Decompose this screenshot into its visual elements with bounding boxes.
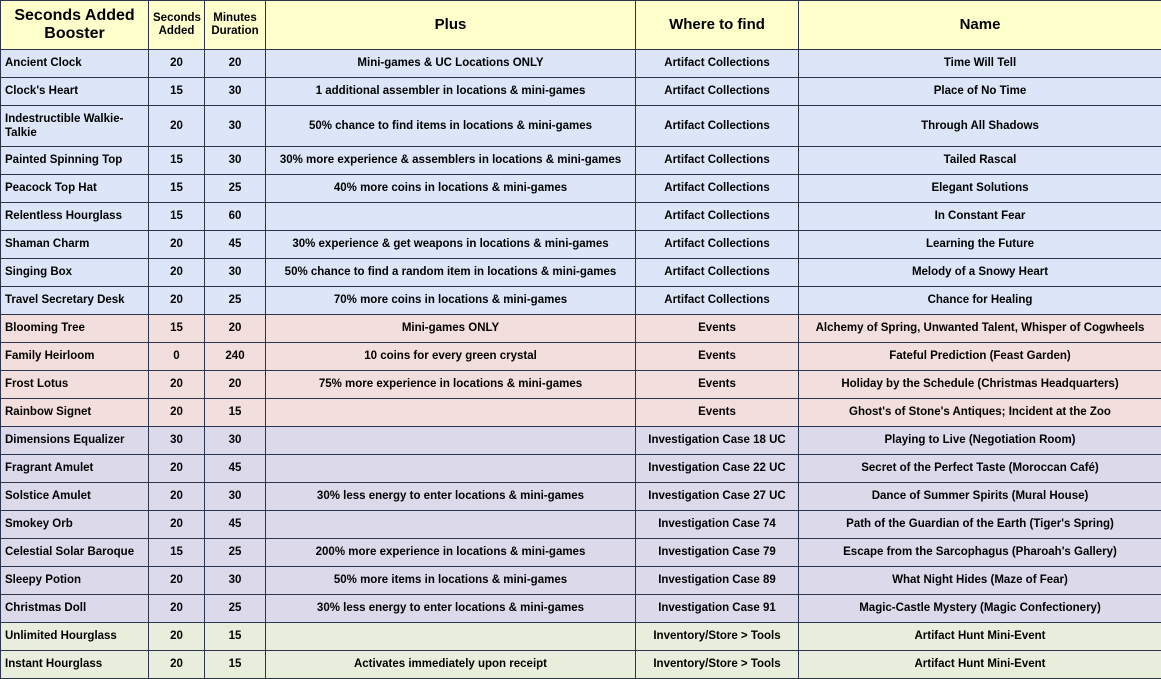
cell-name: Time Will Tell bbox=[799, 50, 1161, 78]
cell-plus bbox=[266, 623, 636, 651]
cell-booster-name: Celestial Solar Baroque bbox=[1, 539, 149, 567]
cell-name: Artifact Hunt Mini-Event bbox=[799, 623, 1161, 651]
cell-where-to-find: Artifact Collections bbox=[636, 287, 799, 315]
cell-name: Dance of Summer Spirits (Mural House) bbox=[799, 483, 1161, 511]
cell-booster-name: Painted Spinning Top bbox=[1, 147, 149, 175]
column-header-booster bbox=[1, 1, 149, 50]
table-row bbox=[1, 175, 1161, 203]
table-row bbox=[1, 371, 1161, 399]
cell-plus: 75% more experience in locations & mini-games bbox=[266, 371, 636, 399]
cell-where-to-find: Events bbox=[636, 399, 799, 427]
cell-seconds-added: 20 bbox=[149, 595, 205, 623]
table-row bbox=[1, 106, 1161, 147]
cell-minutes-duration: 45 bbox=[205, 511, 266, 539]
cell-name: Tailed Rascal bbox=[799, 147, 1161, 175]
cell-name: Playing to Live (Negotiation Room) bbox=[799, 427, 1161, 455]
cell-where-to-find: Events bbox=[636, 315, 799, 343]
cell-plus bbox=[266, 427, 636, 455]
cell-seconds-added: 20 bbox=[149, 651, 205, 679]
table-row bbox=[1, 511, 1161, 539]
table-row bbox=[1, 427, 1161, 455]
cell-minutes-duration: 240 bbox=[205, 343, 266, 371]
cell-minutes-duration: 30 bbox=[205, 567, 266, 595]
column-header-where-to-find: Where to find bbox=[636, 1, 799, 50]
cell-name: Melody of a Snowy Heart bbox=[799, 259, 1161, 287]
table-row bbox=[1, 651, 1161, 679]
cell-where-to-find: Artifact Collections bbox=[636, 78, 799, 106]
cell-name: Alchemy of Spring, Unwanted Talent, Whisper of Cogwheels bbox=[799, 315, 1161, 343]
cell-where-to-find: Events bbox=[636, 371, 799, 399]
cell-minutes-duration: 20 bbox=[205, 315, 266, 343]
cell-seconds-added: 20 bbox=[149, 50, 205, 78]
cell-booster-name: Relentless Hourglass bbox=[1, 203, 149, 231]
cell-booster-name: Ancient Clock bbox=[1, 50, 149, 78]
cell-seconds-added: 30 bbox=[149, 427, 205, 455]
cell-seconds-added: 20 bbox=[149, 399, 205, 427]
cell-name: Magic-Castle Mystery (Magic Confectionery) bbox=[799, 595, 1161, 623]
table-row bbox=[1, 203, 1161, 231]
table-row bbox=[1, 455, 1161, 483]
cell-where-to-find: Investigation Case 18 UC bbox=[636, 427, 799, 455]
header-row bbox=[1, 1, 1161, 50]
cell-booster-name: Singing Box bbox=[1, 259, 149, 287]
cell-plus bbox=[266, 511, 636, 539]
cell-name: Learning the Future bbox=[799, 231, 1161, 259]
cell-seconds-added: 15 bbox=[149, 539, 205, 567]
cell-plus: 30% more experience & assemblers in locations & mini-games bbox=[266, 147, 636, 175]
cell-plus: 50% chance to find a random item in locations & mini-games bbox=[266, 259, 636, 287]
cell-where-to-find: Investigation Case 89 bbox=[636, 567, 799, 595]
cell-plus bbox=[266, 455, 636, 483]
cell-name: Chance for Healing bbox=[799, 287, 1161, 315]
cell-minutes-duration: 20 bbox=[205, 50, 266, 78]
cell-name: Secret of the Perfect Taste (Moroccan Café) bbox=[799, 455, 1161, 483]
table-row bbox=[1, 287, 1161, 315]
cell-where-to-find: Investigation Case 79 bbox=[636, 539, 799, 567]
cell-plus: Activates immediately upon receipt bbox=[266, 651, 636, 679]
cell-minutes-duration: 20 bbox=[205, 371, 266, 399]
cell-seconds-added: 20 bbox=[149, 371, 205, 399]
cell-seconds-added: 20 bbox=[149, 231, 205, 259]
column-header-seconds-added bbox=[149, 1, 205, 50]
cell-where-to-find: Artifact Collections bbox=[636, 259, 799, 287]
cell-booster-name: Fragrant Amulet bbox=[1, 455, 149, 483]
cell-booster-name: Solstice Amulet bbox=[1, 483, 149, 511]
cell-booster-name: Smokey Orb bbox=[1, 511, 149, 539]
column-header-seconds-line2: Added bbox=[159, 25, 195, 37]
column-header-minutes-line1: Minutes bbox=[213, 12, 256, 24]
cell-where-to-find: Artifact Collections bbox=[636, 106, 799, 147]
cell-plus: Mini-games ONLY bbox=[266, 315, 636, 343]
cell-plus: 70% more coins in locations & mini-games bbox=[266, 287, 636, 315]
column-header-plus: Plus bbox=[266, 1, 636, 50]
cell-plus bbox=[266, 399, 636, 427]
cell-seconds-added: 15 bbox=[149, 175, 205, 203]
column-header-booster-line1: Seconds Added bbox=[14, 7, 134, 24]
cell-plus: 40% more coins in locations & mini-games bbox=[266, 175, 636, 203]
cell-minutes-duration: 30 bbox=[205, 78, 266, 106]
cell-minutes-duration: 30 bbox=[205, 427, 266, 455]
cell-booster-name: Clock's Heart bbox=[1, 78, 149, 106]
cell-plus: 10 coins for every green crystal bbox=[266, 343, 636, 371]
cell-name: Ghost's of Stone's Antiques; Incident at the Zoo bbox=[799, 399, 1161, 427]
cell-where-to-find: Investigation Case 74 bbox=[636, 511, 799, 539]
cell-where-to-find: Artifact Collections bbox=[636, 175, 799, 203]
table-row bbox=[1, 567, 1161, 595]
cell-seconds-added: 15 bbox=[149, 315, 205, 343]
table-row bbox=[1, 623, 1161, 651]
cell-plus: 30% experience & get weapons in locations & mini-games bbox=[266, 231, 636, 259]
table-row bbox=[1, 399, 1161, 427]
cell-seconds-added: 15 bbox=[149, 78, 205, 106]
cell-plus: 200% more experience in locations & mini-games bbox=[266, 539, 636, 567]
cell-where-to-find: Artifact Collections bbox=[636, 203, 799, 231]
cell-plus bbox=[266, 203, 636, 231]
table-row bbox=[1, 343, 1161, 371]
cell-where-to-find: Investigation Case 91 bbox=[636, 595, 799, 623]
cell-where-to-find: Inventory/Store > Tools bbox=[636, 623, 799, 651]
table-row bbox=[1, 231, 1161, 259]
cell-booster-name: Blooming Tree bbox=[1, 315, 149, 343]
cell-name: Through All Shadows bbox=[799, 106, 1161, 147]
cell-booster-name: Travel Secretary Desk bbox=[1, 287, 149, 315]
cell-booster-name: Family Heirloom bbox=[1, 343, 149, 371]
cell-where-to-find: Artifact Collections bbox=[636, 50, 799, 78]
cell-minutes-duration: 30 bbox=[205, 483, 266, 511]
table-row bbox=[1, 539, 1161, 567]
cell-plus: 1 additional assembler in locations & mini-games bbox=[266, 78, 636, 106]
column-header-booster-line2: Booster bbox=[44, 25, 104, 42]
cell-seconds-added: 15 bbox=[149, 147, 205, 175]
column-header-minutes-line2: Duration bbox=[211, 25, 258, 37]
cell-seconds-added: 20 bbox=[149, 623, 205, 651]
cell-minutes-duration: 45 bbox=[205, 231, 266, 259]
table-row bbox=[1, 50, 1161, 78]
cell-name: Holiday by the Schedule (Christmas Headquarters) bbox=[799, 371, 1161, 399]
cell-seconds-added: 20 bbox=[149, 259, 205, 287]
cell-where-to-find: Events bbox=[636, 343, 799, 371]
table-row bbox=[1, 315, 1161, 343]
cell-booster-name: Shaman Charm bbox=[1, 231, 149, 259]
cell-minutes-duration: 15 bbox=[205, 651, 266, 679]
table-header bbox=[1, 1, 1161, 50]
cell-minutes-duration: 30 bbox=[205, 147, 266, 175]
cell-plus: 50% chance to find items in locations & mini-games bbox=[266, 106, 636, 147]
cell-booster-name: Frost Lotus bbox=[1, 371, 149, 399]
cell-plus: 30% less energy to enter locations & mini-games bbox=[266, 483, 636, 511]
cell-name: What Night Hides (Maze of Fear) bbox=[799, 567, 1161, 595]
cell-name: In Constant Fear bbox=[799, 203, 1161, 231]
cell-minutes-duration: 25 bbox=[205, 595, 266, 623]
cell-seconds-added: 20 bbox=[149, 287, 205, 315]
cell-plus: 50% more items in locations & mini-games bbox=[266, 567, 636, 595]
cell-minutes-duration: 30 bbox=[205, 106, 266, 147]
cell-name: Fateful Prediction (Feast Garden) bbox=[799, 343, 1161, 371]
cell-where-to-find: Inventory/Store > Tools bbox=[636, 651, 799, 679]
table-row bbox=[1, 78, 1161, 106]
cell-minutes-duration: 15 bbox=[205, 623, 266, 651]
cell-minutes-duration: 25 bbox=[205, 539, 266, 567]
cell-where-to-find: Artifact Collections bbox=[636, 231, 799, 259]
cell-plus: 30% less energy to enter locations & mini-games bbox=[266, 595, 636, 623]
cell-minutes-duration: 30 bbox=[205, 259, 266, 287]
cell-booster-name: Instant Hourglass bbox=[1, 651, 149, 679]
column-header-name: Name bbox=[799, 1, 1161, 50]
table-row bbox=[1, 259, 1161, 287]
cell-minutes-duration: 25 bbox=[205, 175, 266, 203]
column-header-seconds-line1: Seconds bbox=[153, 12, 201, 24]
cell-minutes-duration: 15 bbox=[205, 399, 266, 427]
cell-where-to-find: Investigation Case 27 UC bbox=[636, 483, 799, 511]
column-header-minutes-duration bbox=[205, 1, 266, 50]
table-row bbox=[1, 147, 1161, 175]
cell-seconds-added: 20 bbox=[149, 567, 205, 595]
cell-where-to-find: Investigation Case 22 UC bbox=[636, 455, 799, 483]
cell-seconds-added: 20 bbox=[149, 455, 205, 483]
table-row bbox=[1, 595, 1161, 623]
cell-name: Path of the Guardian of the Earth (Tiger's Spring) bbox=[799, 511, 1161, 539]
table-body bbox=[1, 50, 1161, 679]
cell-name: Escape from the Sarcophagus (Pharoah's Gallery) bbox=[799, 539, 1161, 567]
cell-seconds-added: 20 bbox=[149, 483, 205, 511]
cell-seconds-added: 20 bbox=[149, 106, 205, 147]
cell-seconds-added: 0 bbox=[149, 343, 205, 371]
cell-name: Place of No Time bbox=[799, 78, 1161, 106]
cell-booster-name: Unlimited Hourglass bbox=[1, 623, 149, 651]
table-row bbox=[1, 483, 1161, 511]
cell-booster-name: Rainbow Signet bbox=[1, 399, 149, 427]
cell-seconds-added: 20 bbox=[149, 511, 205, 539]
cell-minutes-duration: 45 bbox=[205, 455, 266, 483]
cell-name: Elegant Solutions bbox=[799, 175, 1161, 203]
cell-booster-name: Indestructible Walkie-Talkie bbox=[1, 106, 149, 147]
cell-booster-name: Christmas Doll bbox=[1, 595, 149, 623]
cell-booster-name: Peacock Top Hat bbox=[1, 175, 149, 203]
cell-name: Artifact Hunt Mini-Event bbox=[799, 651, 1161, 679]
cell-minutes-duration: 25 bbox=[205, 287, 266, 315]
cell-seconds-added: 15 bbox=[149, 203, 205, 231]
cell-booster-name: Sleepy Potion bbox=[1, 567, 149, 595]
cell-minutes-duration: 60 bbox=[205, 203, 266, 231]
cell-booster-name: Dimensions Equalizer bbox=[1, 427, 149, 455]
cell-plus: Mini-games & UC Locations ONLY bbox=[266, 50, 636, 78]
cell-where-to-find: Artifact Collections bbox=[636, 147, 799, 175]
